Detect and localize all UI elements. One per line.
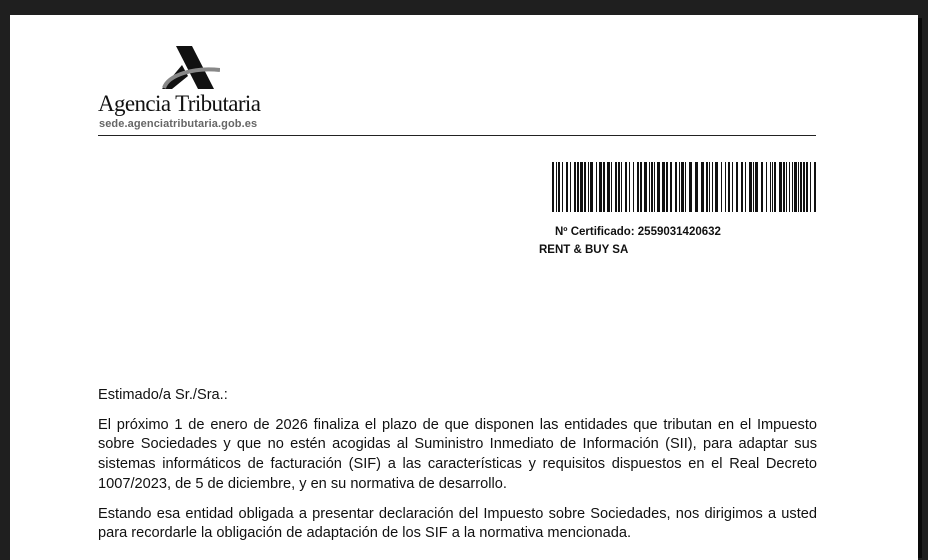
agency-url: sede.agenciatributaria.gob.es (99, 118, 258, 130)
agency-logo (98, 45, 298, 135)
barcode-bar (618, 162, 620, 212)
barcode-bar (574, 162, 576, 212)
barcode-bar (670, 162, 672, 212)
barcode-bar (644, 162, 647, 212)
barcode-bar (814, 162, 816, 212)
barcode-bar (654, 162, 655, 212)
agency-emblem-icon (160, 45, 220, 91)
barcode-bar (566, 162, 568, 212)
barcode-bar (761, 162, 763, 212)
barcode-bar (766, 162, 767, 212)
agency-name: Agencia Tributaria (98, 91, 261, 116)
barcode-bar (783, 162, 785, 212)
barcode-bar (689, 162, 692, 212)
barcode-bar (584, 162, 586, 212)
barcode-bar (806, 162, 808, 212)
barcode-bar (552, 162, 554, 212)
barcode-bar (621, 162, 622, 212)
barcode-bar (580, 162, 583, 212)
barcode-bar (596, 162, 597, 212)
barcode-bar (772, 162, 773, 212)
certificate-number: Nº Certificado: 2559031420632 (555, 226, 721, 238)
barcode-bar (611, 162, 612, 212)
barcode-bar (562, 162, 563, 212)
barcode-bar (666, 162, 668, 212)
barcode-bar (732, 162, 733, 212)
barcode-bar (615, 162, 617, 212)
barcode-bar (794, 162, 797, 212)
barcode-bar (774, 162, 776, 212)
barcode-bar (607, 162, 610, 212)
letter-paragraph: Estando esa entidad obligada a presentar declaración del Impuesto sobre Sociedades, nos dirigimos a usted para recordarle la obligación de adaptación de los SIF a la normativa mencionada. (98, 505, 817, 542)
barcode-bar (651, 162, 653, 212)
barcode-bar (657, 162, 660, 212)
barcode-bar (701, 162, 704, 212)
barcode-bar (558, 162, 560, 212)
barcode-bar (786, 162, 787, 212)
barcode-bar (749, 162, 752, 212)
barcode-bar (695, 162, 698, 212)
barcode-bar (556, 162, 557, 212)
barcode-bar (588, 162, 589, 212)
barcode-bar (800, 162, 802, 212)
header-divider (98, 135, 816, 136)
letter-body (98, 386, 817, 554)
barcode-bar (599, 162, 602, 212)
barcode-bar (679, 162, 680, 212)
letter-greeting: Estimado/a Sr./Sra.: (98, 387, 228, 403)
recipient-name: RENT & BUY SA (539, 244, 629, 256)
barcode-bar (792, 162, 793, 212)
barcode-bar (681, 162, 684, 212)
barcode-bar (675, 162, 677, 212)
barcode-bar (779, 162, 782, 212)
barcode-bar (685, 162, 686, 212)
barcode-bar (770, 162, 771, 212)
barcode-bar (649, 162, 650, 212)
barcode-bar (755, 162, 758, 212)
barcode-bar (721, 162, 722, 212)
barcode-bar (725, 162, 726, 212)
barcode-bar (570, 162, 571, 212)
letter-paragraph: El próximo 1 de enero de 2026 finaliza el plazo de que disponen las entidades que tributan en el Impuesto sobre Sociedades y que no estén acogidas al Suministro Inmediato de Información (SII), para adaptar sus sistemas informáticos de facturación (SIF) a las características y requisitos dispuestos en el Real Decreto 1007/2023, de 5 de diciembre, y en su normativa de desarrollo. (98, 416, 817, 492)
barcode-bar (803, 162, 805, 212)
barcode-bar (590, 162, 593, 212)
barcode-bar (709, 162, 710, 212)
barcode-bar (706, 162, 708, 212)
barcode-bar (798, 162, 799, 212)
barcode-bar (603, 162, 605, 212)
barcode-bar (741, 162, 743, 212)
barcode-bar (753, 162, 754, 212)
barcode-bar (736, 162, 738, 212)
barcode-bar (810, 162, 811, 212)
certificate-barcode (552, 162, 818, 212)
barcode-bar (629, 162, 630, 212)
barcode-bar (712, 162, 713, 212)
document-page (10, 15, 918, 560)
barcode-bar (625, 162, 627, 212)
barcode-bar (633, 162, 634, 212)
barcode-bar (745, 162, 746, 212)
barcode-bar (640, 162, 642, 212)
barcode-bar (728, 162, 730, 212)
barcode-bar (577, 162, 579, 212)
barcode-bar (637, 162, 639, 212)
barcode-bar (715, 162, 718, 212)
barcode-bar (662, 162, 665, 212)
barcode-bar (789, 162, 790, 212)
